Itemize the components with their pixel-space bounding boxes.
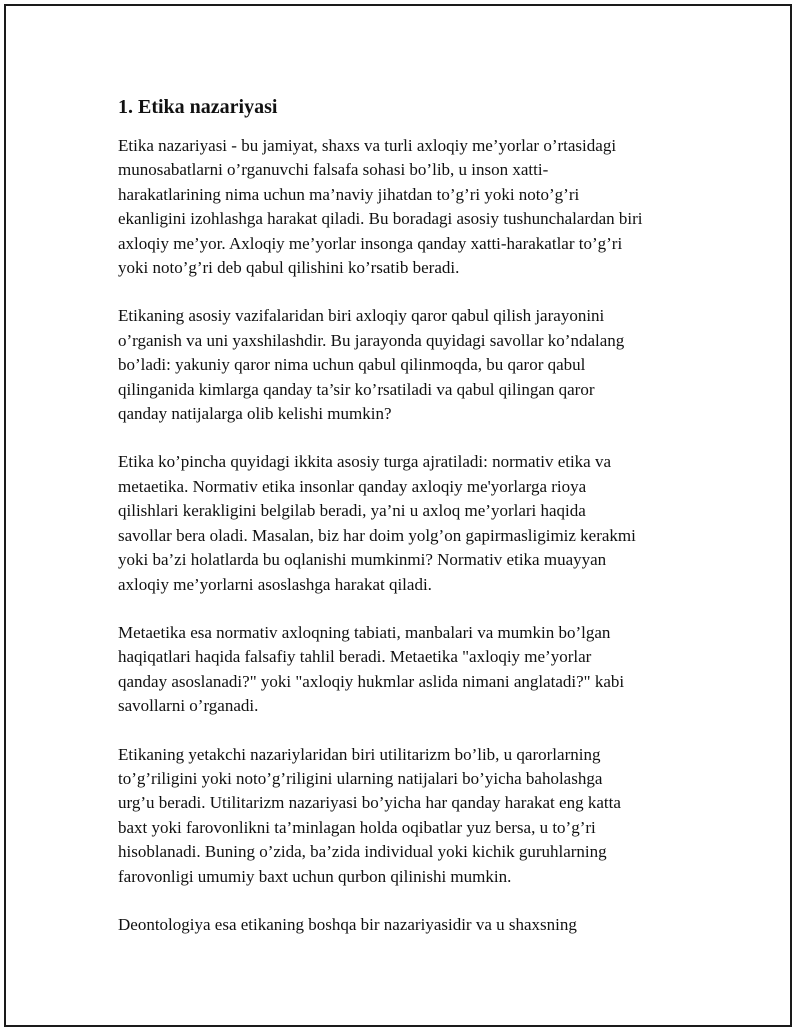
text-line: hisoblanadi. Buning o’zida, ba’zida individual yoki kichik guruhlarning xyxy=(118,842,607,862)
text-line: qilinganida kimlarga qanday ta’sir ko’rsatiladi va qabul qilingan qaror xyxy=(118,379,595,399)
text-line: qanday asoslanadi?" yoki "axloqiy hukmlar aslida nimani anglatadi?" kabi xyxy=(118,671,625,691)
text-line: Metaetika esa normativ axloqning tabiati, manbalari va mumkin bo’lgan xyxy=(118,622,611,642)
document-body xyxy=(118,94,698,961)
text-line: baxt yoki farovonlikni ta’minlagan holda oqibatlar yuz bersa, u to’g’ri xyxy=(118,817,596,837)
paragraph-6 xyxy=(118,913,698,937)
section-heading: 1. Etika nazariyasi xyxy=(118,96,278,118)
text-line: Deontologiya esa etikaning boshqa bir nazariyasidir va u shaxsning xyxy=(118,914,577,934)
text-line: axloqiy me’yor. Axloqiy me’yorlar insonga qanday xatti-harakatlar to’g’ri xyxy=(118,233,623,253)
text-line: Etika ko’pincha quyidagi ikkita asosiy turga ajratiladi: normativ etika va xyxy=(118,452,612,472)
text-line: qanday natijalarga olib kelishi mumkin? xyxy=(118,404,392,424)
text-line: farovonligi umumiy baxt uchun qurbon qilinishi mumkin. xyxy=(118,866,512,886)
text-line: Etikaning yetakchi nazariylaridan biri utilitarizm bo’lib, u qarorlarning xyxy=(118,744,601,764)
text-line: harakatlarining nima uchun ma’naviy jihatdan to’g’ri yoki noto’g’ri xyxy=(118,184,580,204)
text-line: qilishlari kerakligini belgilab beradi, ya’ni u axloq me’yorlari haqida xyxy=(118,501,586,521)
text-line: savollarni o’rganadi. xyxy=(118,696,259,716)
text-line: metaetika. Normativ etika insonlar qanday axloqiy me'yorlarga rioya xyxy=(118,476,587,496)
text-line: yoki ba’zi holatlarda bu oqlanishi mumkinmi? Normativ etika muayyan xyxy=(118,550,607,570)
paragraph-3 xyxy=(118,450,698,596)
text-line: Etikaning asosiy vazifalaridan biri axloqiy qaror qabul qilish jarayonini xyxy=(118,306,605,326)
paragraph-1 xyxy=(118,134,698,280)
text-line: munosabatlarni o’rganuvchi falsafa sohasi bo’lib, u inson xatti- xyxy=(118,160,549,180)
text-line: axloqiy me’yorlarni asoslashga harakat qiladi. xyxy=(118,574,432,594)
text-line: bo’ladi: yakuniy qaror nima uchun qabul qilinmoqda, bu qaror qabul xyxy=(118,355,586,375)
text-line: savollar bera oladi. Masalan, biz har doim yolg’on gapirmasligimiz kerakmi xyxy=(118,525,636,545)
text-line: Etika nazariyasi - bu jamiyat, shaxs va turli axloqiy me’yorlar o’rtasidagi xyxy=(118,136,617,155)
text-line: yoki noto’g’ri deb qabul qilishini ko’rsatib beradi. xyxy=(118,258,460,278)
text-line: to’g’riligini yoki noto’g’riligini ularning natijalari bo’yicha baholashga xyxy=(118,768,603,788)
paragraph-4 xyxy=(118,621,698,719)
text-line: haqiqatlari haqida falsafiy tahlil beradi. Metaetika "axloqiy me’yorlar xyxy=(118,647,592,667)
text-line: urg’u beradi. Utilitarizm nazariyasi bo’yicha har qanday harakat eng katta xyxy=(118,793,621,813)
text-line: ekanligini izohlashga harakat qiladi. Bu boradagi asosiy tushunchalardan biri xyxy=(118,209,643,229)
paragraph-5 xyxy=(118,743,698,889)
text-line: o’rganish va uni yaxshilashdir. Bu jarayonda quyidagi savollar ko’ndalang xyxy=(118,330,625,350)
paragraph-2 xyxy=(118,304,698,426)
